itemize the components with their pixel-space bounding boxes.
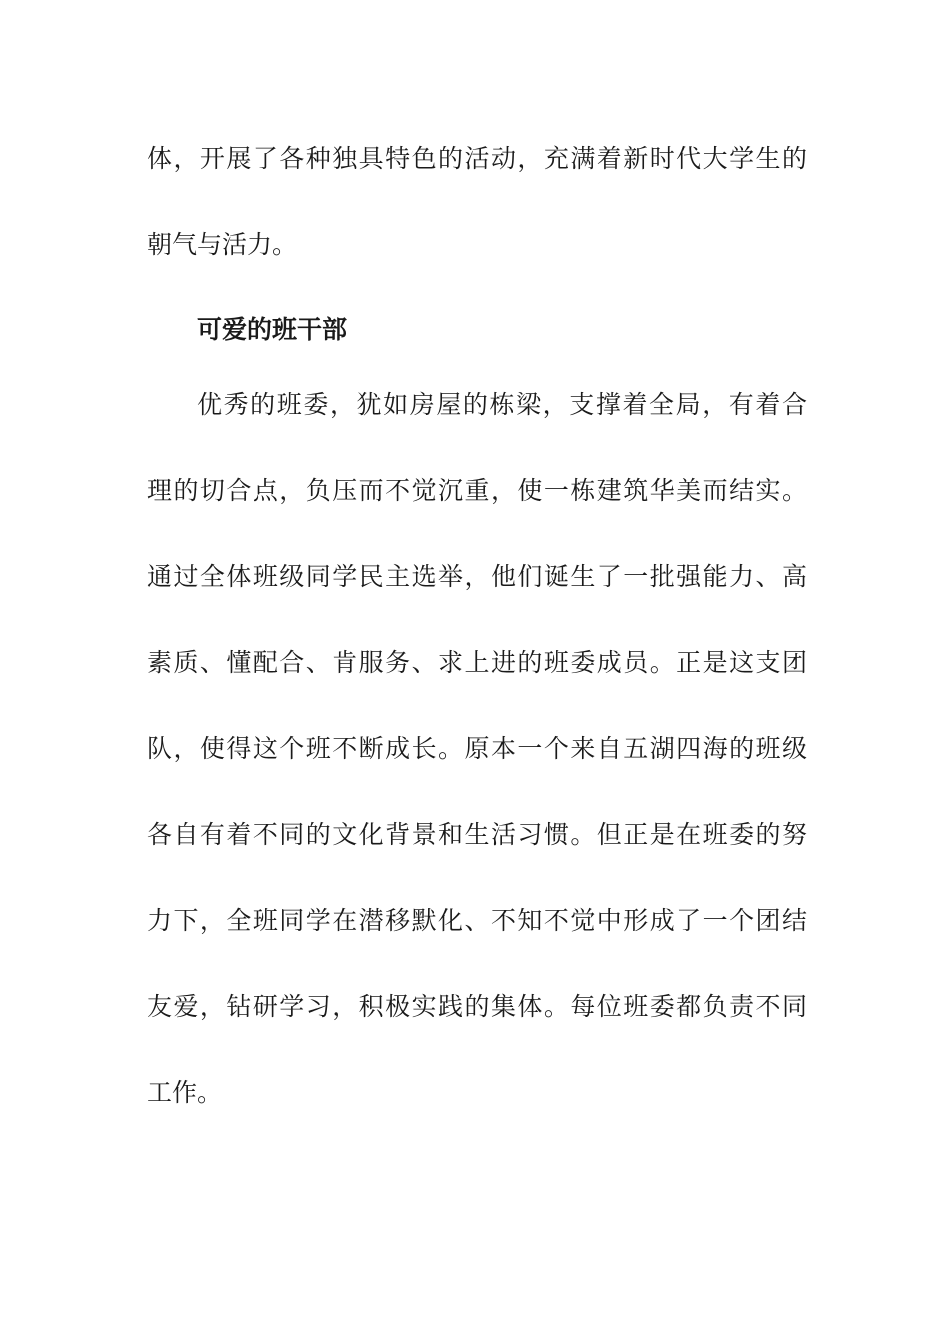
paragraph-line: 工作。 bbox=[147, 1078, 223, 1107]
paragraph-line: 理的切合点，负压而不觉沉重，使一栋建筑华美而结实。 bbox=[147, 476, 807, 505]
paragraph-line: 优秀的班委，犹如房屋的栋梁，支撑着全局，有着合 bbox=[197, 390, 807, 419]
paragraph-line: 各自有着不同的文化背景和生活习惯。但正是在班委的努 bbox=[147, 820, 807, 849]
paragraph-line: 体，开展了各种独具特色的活动，充满着新时代大学生的 bbox=[147, 144, 807, 173]
paragraph-line: 朝气与活力。 bbox=[147, 230, 298, 259]
paragraph-line: 素质、懂配合、肯服务、求上进的班委成员。正是这支团 bbox=[147, 648, 807, 677]
paragraph-line: 队，使得这个班不断成长。原本一个来自五湖四海的班级 bbox=[147, 734, 807, 763]
paragraph-line: 友爱，钻研学习，积极实践的集体。每位班委都负责不同 bbox=[147, 992, 807, 1021]
paragraph-line: 力下，全班同学在潜移默化、不知不觉中形成了一个团结 bbox=[147, 906, 807, 935]
paragraph-line: 通过全体班级同学民主选举，他们诞生了一批强能力、高 bbox=[147, 562, 807, 591]
section-heading: 可爱的班干部 bbox=[197, 315, 348, 344]
